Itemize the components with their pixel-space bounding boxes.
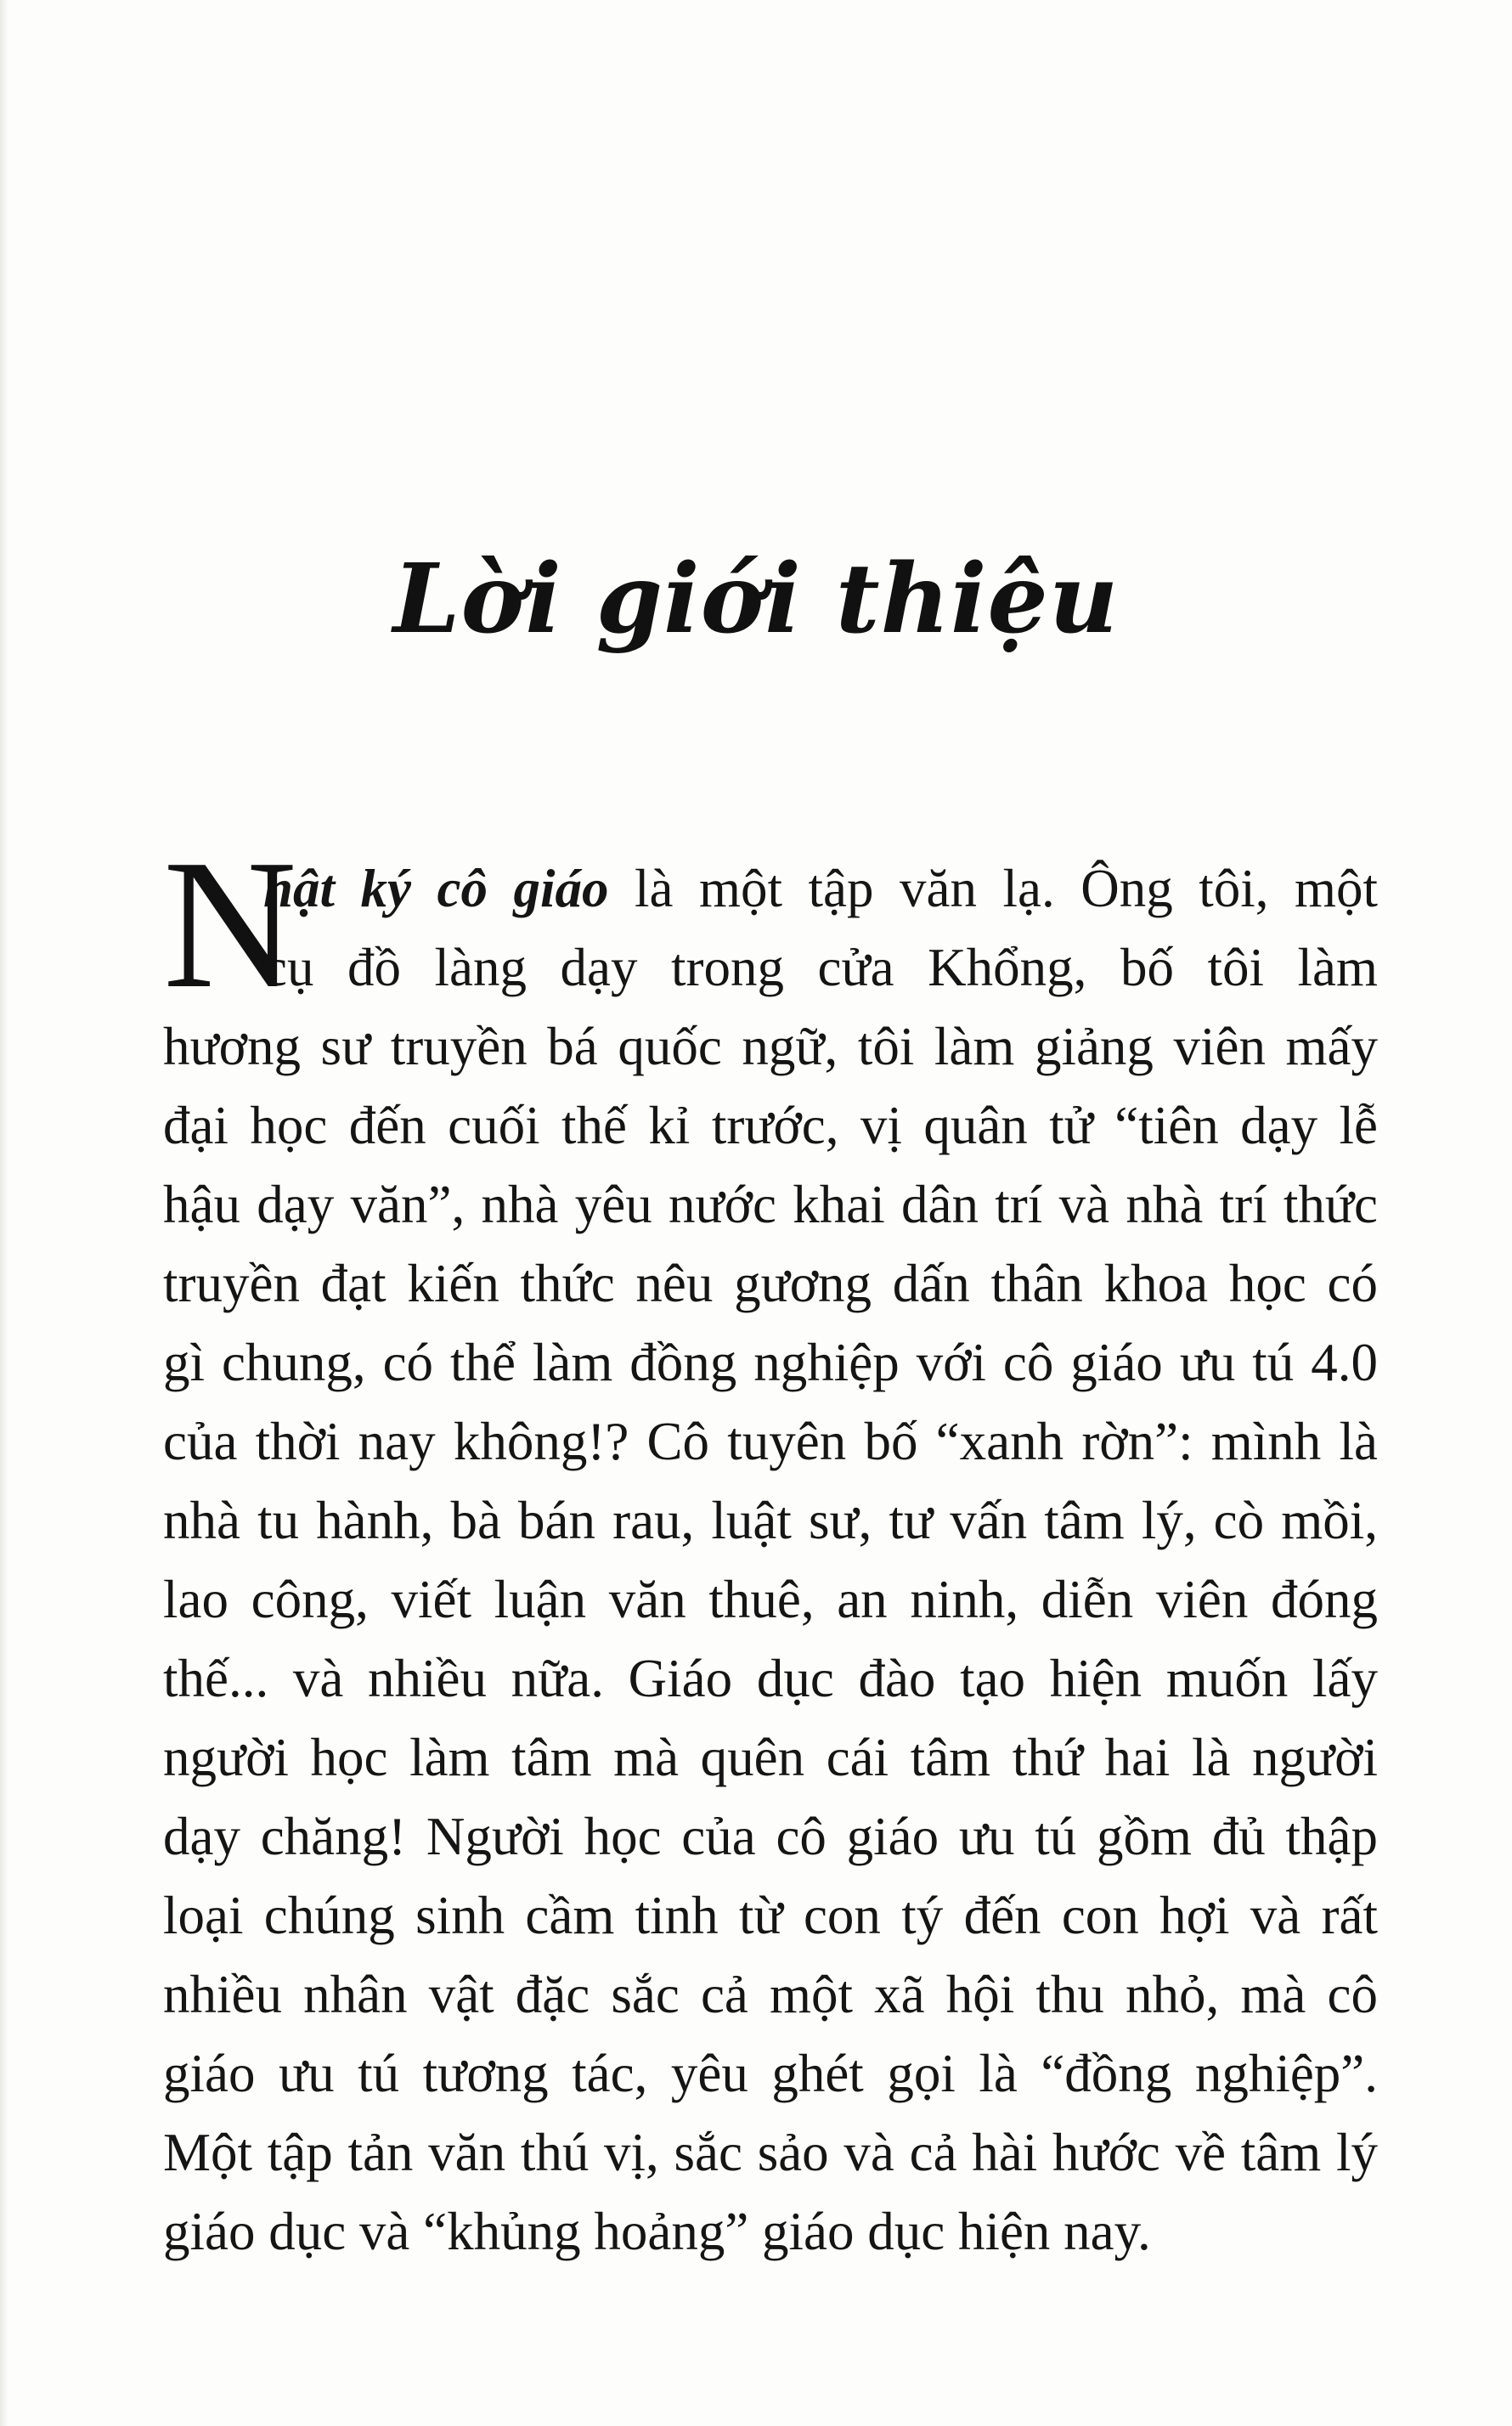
paragraph-line: đại học đến cuối thế kỉ trước, vị quân tử “tiên dạy lễ — [163, 1096, 1378, 1155]
paragraph-line: giáo ưu tú tương tác, yêu ghét gọi là “đồng nghiệp”. — [163, 2044, 1378, 2103]
paragraph-line: giáo dục và “khủng hoảng” giáo dục hiện nay. — [163, 2202, 1151, 2261]
paragraph-line: loại chúng sinh cầm tinh từ con tý đến con hợi và rất — [163, 1886, 1378, 1945]
book-title-emphasis: hật ký cô giáo — [263, 859, 609, 918]
paragraph-line: hậu dạy văn”, nhà yêu nước khai dân trí và nhà trí thức — [163, 1175, 1378, 1234]
paragraph-line: nhà tu hành, bà bán rau, luật sư, tư vấn tâm lý, cò mồi, — [163, 1491, 1378, 1550]
intro-paragraph — [163, 822, 1378, 2271]
paragraph-line: thế... và nhiều nữa. Giáo dục đào tạo hiện muốn lấy — [163, 1649, 1378, 1708]
page-edge — [0, 0, 8, 2426]
paragraph-line: cụ đồ làng dạy trong cửa Khổng, bố tôi làm — [263, 938, 1378, 997]
paragraph-line: truyền đạt kiến thức nêu gương dấn thân khoa học có — [163, 1254, 1378, 1313]
paragraph-line: dạy chăng! Người học của cô giáo ưu tú gồm đủ thập — [163, 1807, 1378, 1866]
page-title: Lời giới thiệu — [392, 544, 1120, 655]
line-text: là một tập văn lạ. Ông tôi, một — [608, 859, 1378, 918]
paragraph-line: của thời nay không!? Cô tuyên bố “xanh rờn”: mình là — [163, 1412, 1378, 1471]
paragraph-line: lao công, viết luận văn thuê, an ninh, diễn viên đóng — [163, 1570, 1378, 1629]
paragraph-line: gì chung, có thể làm đồng nghiệp với cô giáo ưu tú 4.0 — [163, 1333, 1378, 1392]
drop-cap: N — [163, 822, 297, 1027]
paragraph-line: Một tập tản văn thú vị, sắc sảo và cả hài hước về tâm lý — [163, 2123, 1378, 2182]
paragraph-line: người học làm tâm mà quên cái tâm thứ hai là người — [163, 1728, 1378, 1787]
paragraph-line — [163, 849, 1378, 928]
paragraph-line: nhiều nhân vật đặc sắc cả một xã hội thu nhỏ, mà cô — [163, 1965, 1378, 2024]
paragraph-line: hương sư truyền bá quốc ngữ, tôi làm giảng viên mấy — [163, 1017, 1378, 1076]
